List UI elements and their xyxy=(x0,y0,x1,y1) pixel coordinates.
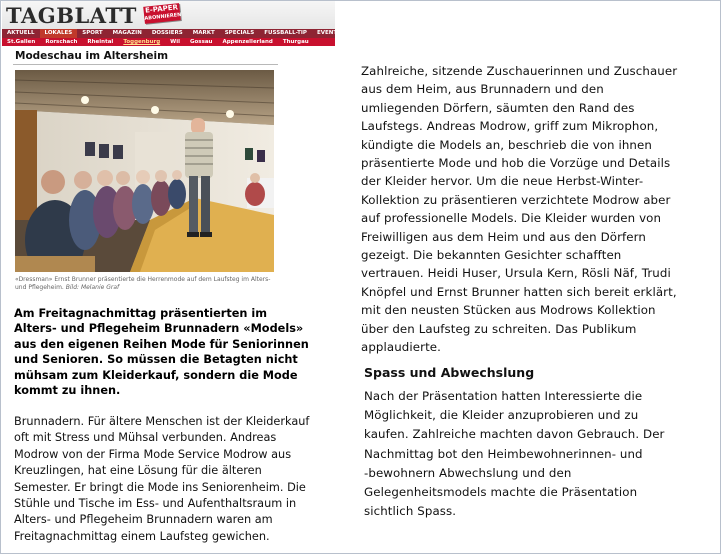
body-line: aus dem Heim, aus Brunnadern und den xyxy=(361,82,604,97)
body-line: umliegenden Dörfern, säumten den Rand des xyxy=(361,100,635,115)
caption-credit: Bild: Melanie Graf xyxy=(65,284,120,291)
body-line: der Kleider hervor. Um die neue Herbst-Winter- xyxy=(361,174,644,189)
nav-item-events[interactable]: EVENTS xyxy=(316,30,342,36)
body-line: Nach der Präsentation hatten Interessierte die xyxy=(364,389,643,403)
region-link-appenzellerland[interactable]: Appenzellerland xyxy=(222,39,273,45)
section-subheading: Spass und Abwechslung xyxy=(364,365,535,380)
nav-item-fussball-tip[interactable]: FUSSBALL-TIP xyxy=(264,30,307,36)
region-link-toggenburg[interactable]: Toggenburg xyxy=(123,39,161,45)
masthead xyxy=(2,1,335,29)
fashion-show-photo xyxy=(15,70,274,272)
nav-item-sport[interactable]: SPORT xyxy=(82,30,103,36)
region-link-thurgau[interactable]: Thurgau xyxy=(282,39,309,45)
body-line: Kollektion zu präsentieren verzichtete Modrow aber xyxy=(361,192,671,207)
body-line: Laufstegs. Andreas Modrow, griff zum Mikrophon, xyxy=(361,119,659,134)
nav-item-dossiers[interactable]: DOSSIERS xyxy=(151,30,183,36)
region-link-rorschach[interactable]: Rorschach xyxy=(45,39,78,45)
body-line: vertrauen. Heidi Huser, Ursula Kern, Rösli Näf, Trudi xyxy=(361,266,671,281)
newspaper-logo[interactable]: TAGBLATT xyxy=(6,3,137,28)
body-line: kündigte die Models an, beschrieb die von ihnen xyxy=(361,137,652,152)
article-heading: Modeschau im Altersheim xyxy=(15,50,169,62)
article-body-right xyxy=(361,62,711,357)
region-link-rheintal[interactable]: Rheintal xyxy=(87,39,114,45)
body-line: Gelegenheitsmodels machte die Präsentation xyxy=(364,485,638,500)
region-link-wil[interactable]: Wil xyxy=(170,39,180,45)
region-link-st-gallen[interactable]: St.Gallen xyxy=(7,39,36,45)
body-line: kaufen. Zahlreiche machten davon Gebrauch. Der xyxy=(364,427,665,442)
body-line: gezeigt. Die bekannten Gesichter schafften xyxy=(361,248,622,263)
body-line: Freitagnachmittag einem Laufsteg gewichen. xyxy=(14,529,270,543)
body-line: applaudierte. xyxy=(361,340,441,355)
body-line: Kreuzlingen, hat eine Lösung für die älteren xyxy=(14,464,262,478)
lead-line: aus den eigenen Reihen Mode für Seniorinnen xyxy=(14,337,309,351)
body-line: Knöpfel und Ernst Brunner hatten sich bereit erklärt, xyxy=(361,284,677,299)
caption-text: «Dressman» Ernst Brunner präsentierte die Herrenmode auf dem Laufsteg im Alters- und Pflegeheim. xyxy=(15,276,271,291)
epaper-label: E-PAPER xyxy=(144,3,179,15)
primary-navigation xyxy=(2,29,342,38)
body-line: Stühle und Tische im Ess- und Aufenthaltsraum in xyxy=(14,497,297,511)
epaper-subscribe-label: ABONNIEREN xyxy=(144,12,182,22)
article-body-right-continued xyxy=(364,387,714,521)
nav-item-specials[interactable]: SPECIALS xyxy=(224,30,255,36)
nav-item-magazin[interactable]: MAGAZIN xyxy=(112,30,142,36)
region-link-gossau[interactable]: Gossau xyxy=(190,39,213,45)
body-line: Nachmittag bot den Heimbewohnerinnen- und xyxy=(364,446,643,461)
body-line: auf professionelle Models. Die Kleider wurden von xyxy=(361,211,662,226)
body-line: mit den neusten Stücken aus Modrows Kollektion xyxy=(361,303,656,318)
body-line: Freiwilligen aus dem Heim und aus den Dörfern xyxy=(361,229,646,244)
body-line: Zahlreiche, sitzende Zuschauerinnen und Zuschauer xyxy=(361,64,678,78)
body-line: Modrow von der Firma Mode Service Modrow aus xyxy=(14,447,292,461)
body-line: Möglichkeit, die Kleider anzuprobieren und zu xyxy=(364,408,639,423)
body-line: Semester. Er bringt die Mode ins Seniorenheim. Die xyxy=(14,480,306,494)
divider xyxy=(13,64,278,65)
lead-line: mühsam zum Kleiderkauf, sondern die Mode xyxy=(14,368,298,382)
epaper-badge[interactable] xyxy=(143,3,181,24)
body-line: -bewohnern Abwechslung und den xyxy=(364,465,572,480)
lead-line: kommt zu ihnen. xyxy=(14,384,121,398)
body-line: Alters- und Pflegeheim Brunnadern waren am xyxy=(14,513,273,527)
lead-line: und Senioren. So müssen die Betagten nicht xyxy=(14,353,298,367)
regional-navigation xyxy=(2,38,335,46)
body-line: über den Laufsteg zu schreiten. Das Publikum xyxy=(361,321,637,336)
lead-line: Alters- und Pflegeheim Brunnadern «Models» xyxy=(14,322,304,336)
body-line: Brunnadern. Für ältere Menschen ist der Kleiderkauf xyxy=(14,415,310,428)
body-line: sichtlich Spass. xyxy=(364,504,457,519)
body-line: präsentierte Mode und hob die Vorzüge und Details xyxy=(361,156,671,171)
nav-item-markt[interactable]: MARKT xyxy=(192,30,215,36)
article-photo xyxy=(15,70,274,272)
photo-caption xyxy=(15,276,277,292)
article-lead xyxy=(14,306,344,398)
nav-item-lokales[interactable]: LOKALES xyxy=(40,29,78,38)
article-body-left xyxy=(14,414,350,545)
lead-line: Am Freitagnachmittag präsentierten im xyxy=(14,307,268,320)
body-line: oft mit Stress und Mühsal verbunden. Andreas xyxy=(14,431,277,445)
nav-item-aktuell[interactable]: AKTUELL xyxy=(7,30,35,36)
